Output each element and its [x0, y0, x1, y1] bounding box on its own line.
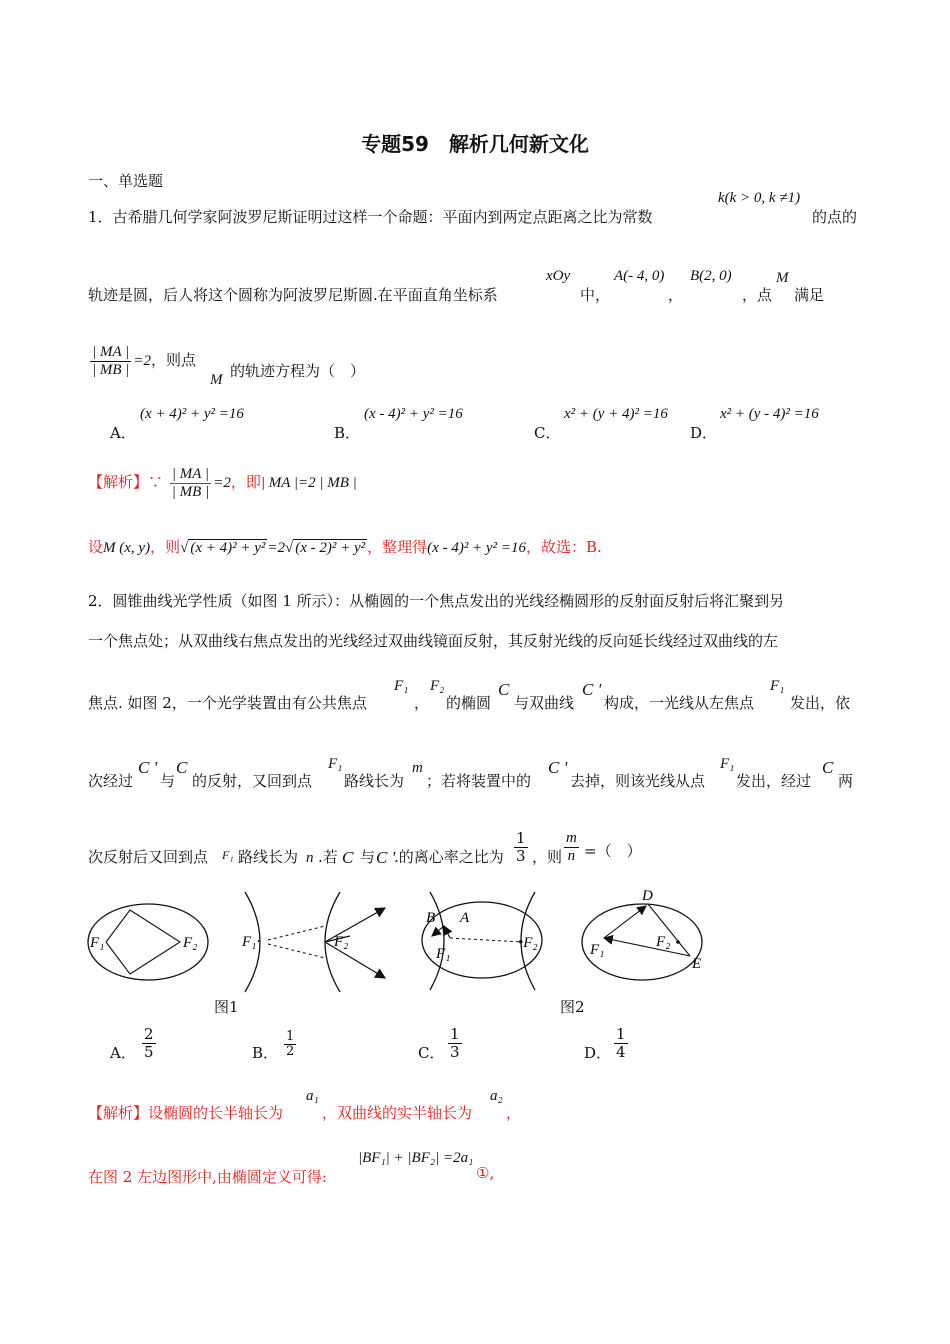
- q1-solution-line1: [88, 466, 357, 500]
- fig1-f2: F₂: [183, 935, 198, 951]
- q1-option-d-label[interactable]: D．: [690, 424, 718, 442]
- q2-l4c: 的反射，又回到点: [192, 772, 313, 790]
- q1-option-d-expr: x² + (y - 4)² =16: [720, 406, 819, 422]
- q2-opt-b-d: 2: [286, 1044, 295, 1060]
- q2-f2: F₂: [430, 678, 445, 694]
- q2-sol1-a: 【解析】设椭圆的长半轴长为: [88, 1104, 284, 1122]
- q1-line1: 1．古希腊几何学家阿波罗尼斯证明过这样一个命题：平面内到两定点距离之比为常数: [88, 208, 653, 226]
- q2-l3d: 构成，一光线从左焦点: [604, 694, 755, 712]
- q1-xoy: xOy: [546, 268, 571, 284]
- q2-l4-c: C: [176, 758, 188, 777]
- q2-opt-a-d: 5: [144, 1042, 154, 1061]
- fig1-hyperbola-diagram: [241, 892, 385, 992]
- q1-sol2-eq2: =2: [267, 540, 285, 556]
- q2-line2: 一个焦点处；从双曲线右焦点发出的光线经过双曲线镜面反射，其反射光线的反向延长线经过双曲线的左: [88, 632, 779, 650]
- q2-option-b-label[interactable]: B．: [252, 1044, 279, 1062]
- q2-frac13-n: 1: [516, 829, 526, 847]
- q2-option-d-label[interactable]: D．: [584, 1044, 612, 1062]
- q2-l5f: ，则: [532, 848, 563, 866]
- q2-l5d: 与: [360, 848, 376, 866]
- q1-ratio-num: | MA |: [90, 344, 131, 362]
- q1-option-a-label[interactable]: A．: [110, 424, 136, 442]
- q1-sol-rel: | MA |=2 | MB |: [260, 475, 357, 491]
- q1-line2: 轨迹是圆，后人将这个圆称为阿波罗尼斯圆.在平面直角坐标系: [88, 286, 498, 304]
- q2-l4-cp: C ': [138, 758, 158, 777]
- q1-sol2-sqrt2: (x - 2)² + y²: [295, 540, 366, 556]
- q1-zhong: 中，: [580, 286, 611, 304]
- fig2-rf1: F₁: [590, 942, 605, 958]
- q2-option-c: [446, 1026, 464, 1060]
- q2-sol2-expr: |BF₁| + |BF₂| =2a₁: [358, 1150, 474, 1166]
- q2-l4d: 路线长为: [344, 772, 405, 790]
- q2-option-a-label[interactable]: A．: [110, 1044, 136, 1062]
- q1-option-a-expr: (x + 4)² + y² =16: [140, 406, 244, 422]
- q2-sol1-c: ，: [506, 1104, 522, 1122]
- q2-opt-a-n: 2: [144, 1025, 154, 1043]
- q1-sol-tag: 【解析】∵: [88, 473, 164, 491]
- q2-c: C: [498, 680, 510, 699]
- q1-m2: M: [210, 372, 223, 388]
- q2-n: n: [306, 850, 314, 866]
- q2-option-d: [612, 1026, 630, 1060]
- fig2-left-hyp-left: [430, 892, 444, 990]
- q2-f1: F₁: [394, 678, 409, 694]
- q1-ratio: [88, 344, 196, 378]
- q2-l4h: 两: [838, 772, 854, 790]
- q2-cp: C ': [582, 680, 602, 699]
- q2-opt-b-n: 1: [286, 1029, 295, 1044]
- q2-option-c-label[interactable]: C．: [418, 1044, 445, 1062]
- fig2-f2-dot: [676, 940, 680, 944]
- q2-figures: [0, 880, 950, 1020]
- q2-frac13-d: 3: [516, 846, 526, 865]
- q1-m: M: [776, 270, 789, 286]
- q2-l4f: 去掉，则该光线从点: [570, 772, 706, 790]
- q2-l5e: .的离心率之比为: [394, 848, 504, 866]
- q1-satisfy: 满足: [794, 286, 825, 304]
- q2-l3a: 焦点. 如图 2，一个光学装置由有公共焦点: [88, 694, 367, 712]
- section-heading: 一、单选题: [88, 172, 164, 190]
- q2-l4-c2: C: [822, 758, 834, 777]
- fig2-f2: •F₂: [518, 935, 538, 951]
- q2-l3b: 的椭圆: [446, 694, 492, 712]
- q1-sol-ji: ，即: [230, 473, 261, 491]
- q1-sol2-sqrt1: (x + 4)² + y²: [190, 540, 266, 556]
- q1-sol-den: | MB |: [171, 483, 210, 500]
- q2-mn-n: m: [566, 830, 577, 846]
- q2-option-b: [282, 1030, 298, 1060]
- q2-l3c: 与双曲线: [514, 694, 575, 712]
- q2-l5c: .若: [318, 848, 338, 866]
- q1-sol2-end: ，故选：B.: [525, 538, 602, 556]
- q2-l5-c: C: [342, 848, 354, 867]
- q2-opt-d-n: 1: [616, 1025, 626, 1043]
- q1-sol2-res: (x - 4)² + y² =16: [427, 540, 526, 556]
- fig1-hyp-f1: F₁·: [242, 934, 261, 950]
- q2-a1: a₁: [306, 1088, 319, 1104]
- fig2-f1: F₁: [436, 946, 451, 962]
- q1-solution-line2: 设M (x, y)，则√ (x + 4)² + y² =2√ (x - 2)² + y² ，整理得(x - 4)² + y² =16，故选：B.: [88, 538, 602, 556]
- q2-opt-c-n: 1: [450, 1025, 460, 1043]
- q2-sol1-b: ，双曲线的实半轴长为: [322, 1104, 473, 1122]
- q1-locus: 的轨迹方程为（ ）: [230, 362, 366, 380]
- q1-sol-eq: =2: [213, 475, 231, 491]
- q2-l4-f1b: F₁: [720, 756, 735, 772]
- q1-sol2-ze: ，则: [150, 538, 181, 556]
- q1-comma1: ，: [668, 286, 684, 304]
- q2-comma: ，: [414, 694, 430, 712]
- q2-l5a: 次反射后又回到点: [88, 848, 209, 866]
- q1-then: ，则点: [151, 351, 197, 369]
- fig1-ellipse-diagram: [88, 904, 208, 980]
- fig1-rays: [106, 910, 180, 974]
- q1-line1-end: 的点的: [812, 208, 858, 226]
- q2-l4b: 与: [160, 772, 176, 790]
- q2-l5-cp: C ': [376, 848, 396, 867]
- q1-sol-num: | MA |: [170, 466, 211, 484]
- q2-l4a: 次经过: [88, 772, 134, 790]
- q2-opt-c-d: 3: [450, 1042, 460, 1061]
- fig1-dash-down: [268, 944, 325, 958]
- fig2-right-diagram: [582, 888, 702, 980]
- q2-l5b: 路线长为: [238, 848, 299, 866]
- q2-line3: [88, 692, 367, 713]
- q2-l4-f1: F₁: [328, 756, 343, 772]
- q2-frac13: [512, 830, 530, 864]
- q2-l4g: 发出，经过: [736, 772, 812, 790]
- fig2-caption: 图2: [560, 998, 585, 1016]
- fig2-left-diagram: [422, 892, 542, 990]
- q2-line1: 2．圆锥曲线光学性质（如图 1 所示）：从椭圆的一个焦点发出的光线经椭圆形的反射面反射后将汇聚到另: [88, 592, 785, 610]
- q2-opt-d-d: 4: [616, 1042, 626, 1061]
- q2-m: m: [412, 760, 423, 776]
- fig2-d: D: [642, 888, 653, 904]
- q2-l5g: =（ ）: [584, 842, 642, 860]
- q1-ratio-eq: =2: [133, 353, 152, 369]
- fig2-ray-a: [444, 926, 450, 938]
- q2-l4-cp2: C ': [548, 758, 568, 777]
- q2-sol2-b: ①,: [476, 1164, 495, 1182]
- q2-l4e: ；若将装置中的: [426, 772, 532, 790]
- q1-option-b-expr: (x - 4)² + y² =16: [364, 406, 463, 422]
- q1-comma2: ，点: [742, 286, 773, 304]
- fig2-ray-fd: [604, 906, 646, 938]
- q2-f1b: F₁: [770, 678, 785, 694]
- q1-option-c-label[interactable]: C．: [534, 424, 561, 442]
- q1-ratio-den: | MB |: [92, 361, 130, 378]
- fig2-b: B: [426, 910, 436, 926]
- fig2-ray-b: [432, 926, 444, 936]
- fig1-dash-up: [268, 926, 325, 940]
- fig2-e: E: [692, 956, 702, 972]
- q2-mn-d: n: [567, 847, 576, 864]
- q2-a2: a₂: [490, 1088, 503, 1104]
- q2-mn: [562, 830, 581, 864]
- q1-k-condition: k(k > 0, k ≠1): [718, 190, 801, 206]
- fig1-caption: 图1: [214, 998, 239, 1016]
- fig1-hyp-f2: F₂: [334, 934, 349, 950]
- q1-sol2-she: 设: [88, 538, 104, 556]
- q2-l5-f1: F₁: [222, 848, 234, 862]
- q1-point-a: A(- 4, 0): [614, 268, 665, 284]
- q2-l3e: 发出，依: [790, 694, 851, 712]
- q1-point-b: B(2, 0): [690, 268, 732, 284]
- fig2-dash: [450, 938, 522, 942]
- fig2-a: A: [460, 910, 470, 926]
- q2-option-a: [140, 1026, 158, 1060]
- q1-option-b-label[interactable]: B．: [334, 424, 361, 442]
- q1-sol2-zl: ，整理得: [367, 538, 428, 556]
- q2-sol2-a: 在图 2 左边图形中,由椭圆定义可得:: [88, 1168, 327, 1186]
- fig1-f1: F₁: [90, 935, 105, 951]
- page-title: 专题59 解析几何新文化: [361, 132, 589, 156]
- q1-sol2-m: M (x, y): [103, 540, 151, 556]
- fig2-rf2: F₂: [656, 934, 671, 950]
- q1-option-c-expr: x² + (y + 4)² =16: [564, 406, 668, 422]
